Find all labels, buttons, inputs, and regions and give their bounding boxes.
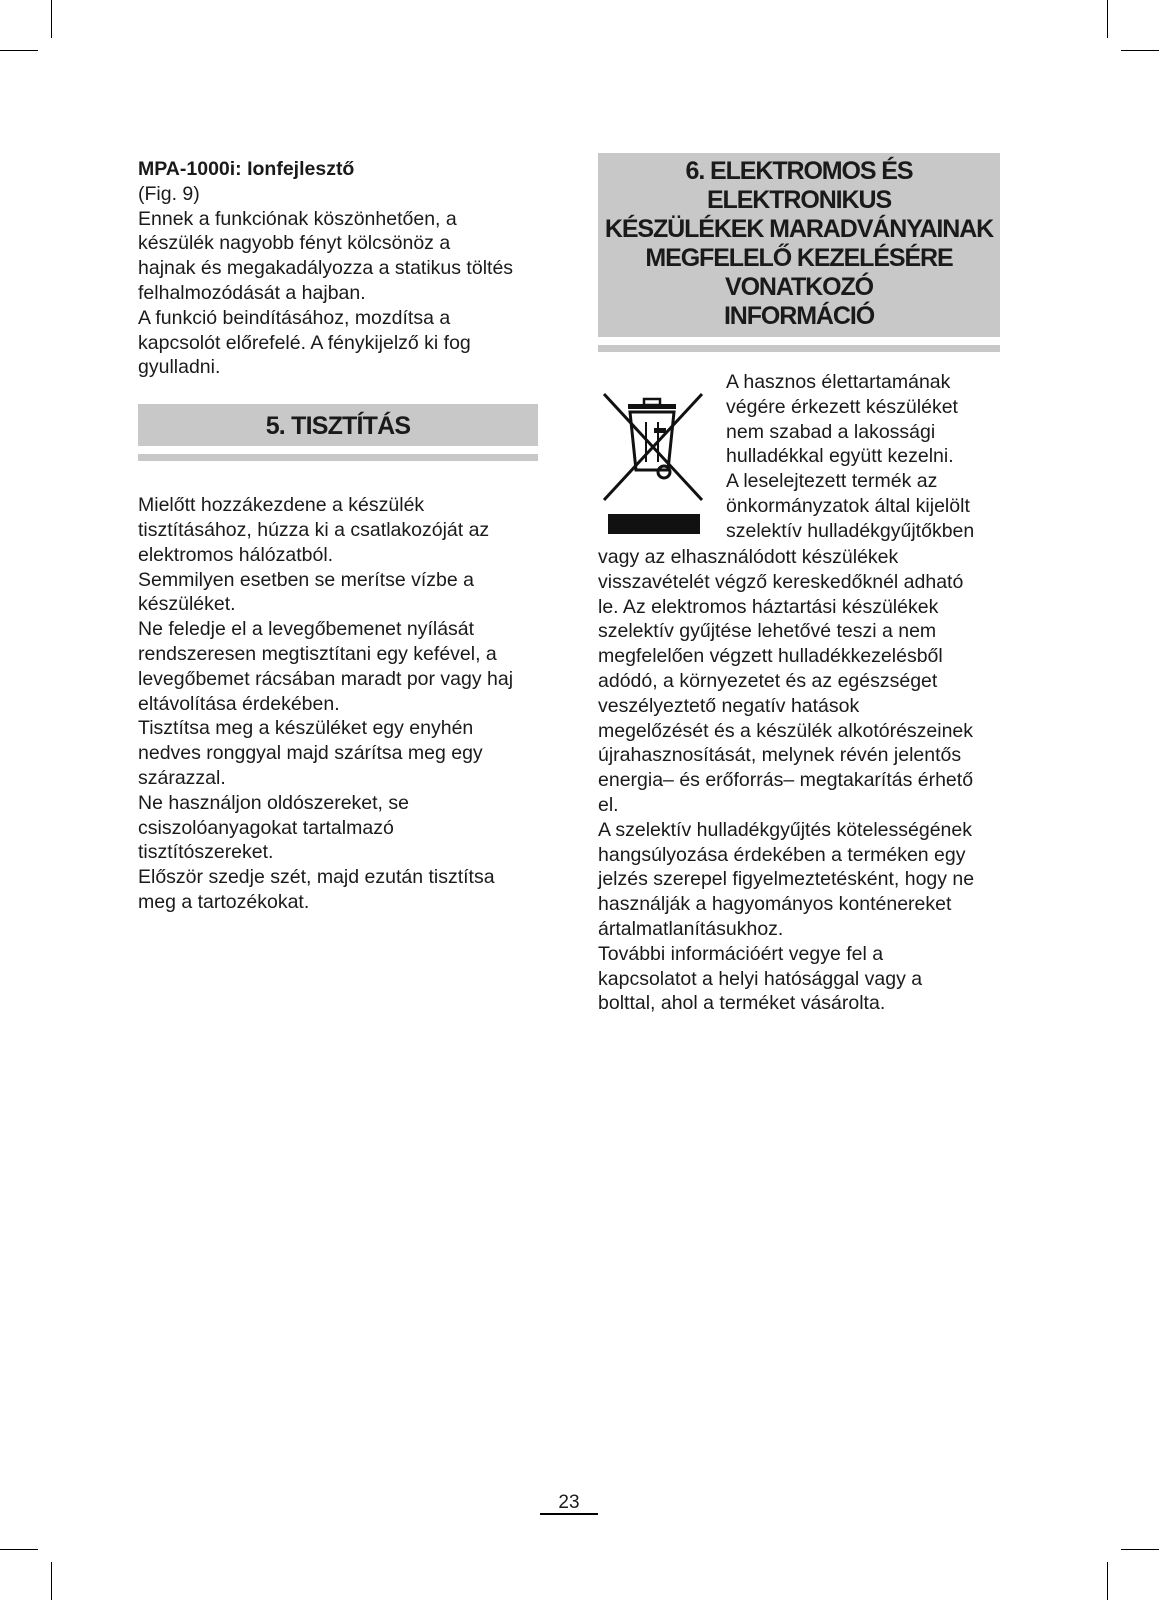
text-line: kapcsolatot a helyi hatósággal vagy a	[598, 967, 923, 990]
text-line: eltávolítása érdekében.	[138, 692, 340, 715]
text-line: jelzés szerepel figyelmeztetésként, hogy ne	[598, 868, 975, 891]
text-line: szelektív hulladékgyűjtőkben	[726, 519, 975, 542]
ion-generator-text	[138, 182, 538, 380]
cleaning-text	[138, 493, 538, 915]
text-line: A leselejtezett termék az	[726, 470, 938, 493]
ion-generator-title: MPA-1000i: Ionfejlesztő	[138, 158, 355, 180]
text-line: visszavételét végző kereskedőknél adható	[598, 570, 964, 593]
weee-text	[598, 370, 1000, 1016]
text-line: gyulladni.	[138, 356, 221, 379]
text-line: le. Az elektromos háztartási készülékek	[598, 595, 939, 618]
heading-line: 6. ELEKTROMOS ÉS ELEKTRONIKUS	[685, 157, 913, 214]
text-line: A szelektív hulladékgyűjtés kötelességének	[598, 818, 972, 841]
text-line: tisztítószereket.	[138, 841, 274, 864]
text-line: veszélyeztető negatív hatások	[598, 694, 860, 717]
text-line: hangsúlyozása érdekében a terméken egy	[598, 843, 966, 866]
text-line: elektromos hálózatból.	[138, 543, 334, 566]
text-line: el.	[598, 793, 619, 816]
text-line: tisztításához, húzza ki a csatlakozóját az	[138, 518, 490, 541]
text-line: felhalmozódását a hajban.	[138, 281, 366, 304]
text-line: Ennek a funkciónak köszönhetően, a	[138, 207, 457, 230]
heading-line: KÉSZÜLÉKEK MARADVÁNYAINAK	[604, 215, 994, 243]
text-line: Ne feledje el a levegőbemenet nyílását	[138, 618, 475, 641]
crop-mark	[1107, 1562, 1108, 1600]
text-line: Tisztítsa meg a készüléket egy enyhén	[138, 717, 474, 740]
text-line: szárazzal.	[138, 766, 226, 789]
crop-mark	[0, 50, 38, 51]
text-line: bolttal, ahol a terméket vásárolta.	[598, 992, 886, 1015]
text-line: szelektív gyűjtése lehetővé teszi a nem	[598, 620, 937, 643]
text-line: kapcsolót előrefelé. A fénykijelző ki fog	[138, 331, 471, 354]
left-column	[138, 157, 538, 915]
crop-mark	[1121, 1549, 1159, 1550]
text-line: A hasznos élettartamának	[726, 371, 951, 393]
text-line: használják a hagyományos konténereket	[598, 893, 952, 916]
text-line: nedves ronggyal majd szárítsa meg egy	[138, 742, 483, 765]
text-line: További információért vegye fel a	[598, 942, 884, 965]
weee-heading	[598, 153, 1000, 337]
text-line: készülék nagyobb fényt kölcsönöz a	[138, 232, 451, 255]
text-line: végére érkezett készüléket	[726, 395, 958, 418]
text-line: önkormányzatok által kijelölt	[726, 494, 970, 517]
text-line: újrahasznosítását, melynek révén jelentős	[598, 744, 962, 767]
heading-line: INFORMÁCIÓ	[723, 302, 875, 330]
text-line: csiszolóanyagokat tartalmazó	[138, 816, 394, 839]
text-line: készüléket.	[138, 593, 236, 616]
text-line: ártalmatlanításukhoz.	[598, 917, 784, 940]
text-line: meg a tartozékokat.	[138, 890, 310, 913]
right-column	[598, 153, 1000, 1016]
crop-mark	[51, 1562, 52, 1600]
crop-mark	[0, 1549, 38, 1550]
text-line: energia– és erőforrás– megtakarítás érhető	[598, 769, 974, 792]
heading-rule	[138, 454, 538, 461]
text-line: megelőzését és a készülék alkotórészeinek	[598, 719, 974, 742]
text-line: Semmilyen esetben se merítse vízbe a	[138, 568, 474, 591]
text-line: Mielőtt hozzákezdene a készülék	[138, 494, 425, 517]
text-line: rendszeresen megtisztítani egy kefével, a	[138, 642, 497, 665]
text-line: hulladékkal együtt kezelni.	[726, 445, 954, 468]
crop-mark	[1107, 0, 1108, 38]
heading-rule	[598, 345, 1000, 352]
crop-mark	[1121, 50, 1159, 51]
crop-mark	[51, 0, 52, 38]
text-line: megfelelően végzett hulladékkezelésből	[598, 645, 943, 668]
page-number-underline	[540, 1513, 598, 1515]
page-number: 23	[558, 1492, 580, 1513]
heading-line: MEGFELELŐ KEZELÉSÉRE VONATKOZÓ	[645, 244, 953, 301]
text-line: Először szedje szét, majd ezután tisztítsa	[138, 866, 495, 889]
text-line: levegőbemet rácsában maradt por vagy haj	[138, 667, 514, 690]
text-line: Ne használjon oldószereket, se	[138, 791, 409, 814]
text-line: adódó, a környezetet és az egészséget	[598, 669, 938, 692]
crossed-out-wheelie-bin-icon	[598, 388, 708, 543]
cleaning-heading: 5. TISZTÍTÁS	[138, 404, 538, 446]
text-line: vagy az elhasználódott készülékek	[598, 546, 899, 568]
text-line: (Fig. 9)	[138, 182, 200, 205]
text-line: A funkció beindításához, mozdítsa a	[138, 306, 451, 329]
text-line: nem szabad a lakossági	[726, 420, 936, 443]
text-line: hajnak és megakadályozza a statikus töltés	[138, 257, 514, 280]
